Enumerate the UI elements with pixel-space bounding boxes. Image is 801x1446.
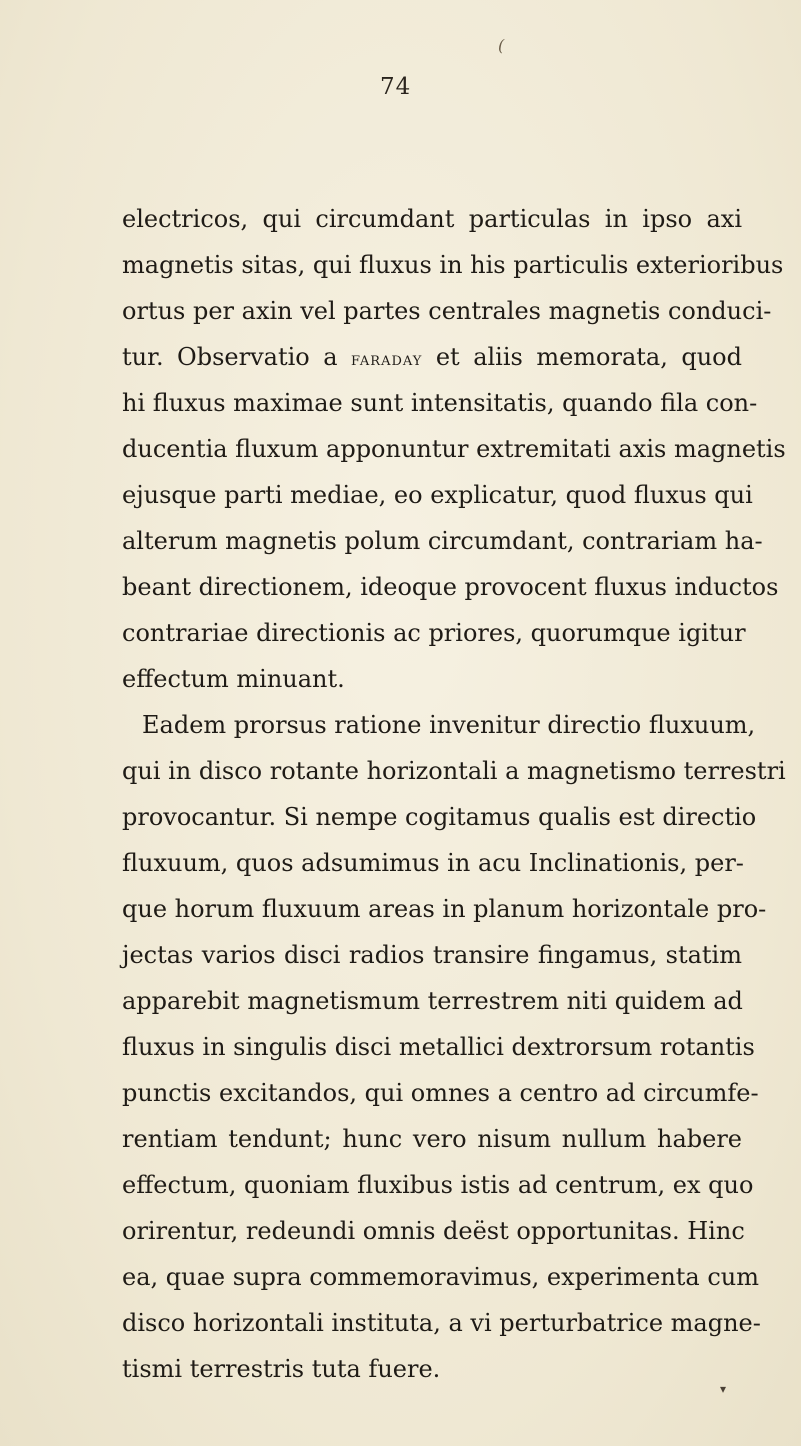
text-line: hi fluxus maximae sunt intensitatis, quando fila con- xyxy=(122,389,758,417)
text-line: ducentia fluxum apponuntur extremitati axis magnetis xyxy=(122,435,786,463)
text-line: ea, quae supra commemoravimus, experimenta cum xyxy=(122,1263,760,1291)
page-number: 74 xyxy=(380,74,412,100)
text-line: fluxuum, quos adsumimus in acu Inclinationis, per- xyxy=(122,849,744,877)
text-line: effectum, quoniam fluxibus istis ad centrum, ex quo xyxy=(122,1171,754,1199)
text-line: disco horizontali instituta, a vi perturbatrice magne- xyxy=(122,1309,761,1337)
text-line: orirentur, redeundi omnis deëst opportunitas. Hinc xyxy=(122,1217,745,1245)
text-line: contrariae directionis ac priores, quorumque igitur xyxy=(122,619,746,647)
paragraph-1 xyxy=(122,196,786,702)
text-line: qui in disco rotante horizontali a magnetismo terrestri xyxy=(122,757,786,785)
text-line: effectum minuant. xyxy=(122,665,345,693)
text-line: jectas varios disci radios transire fingamus, statim xyxy=(122,941,742,969)
text-segment: et aliis memorata, quod xyxy=(422,343,742,371)
text-line: ejusque parti mediae, eo explicatur, quod fluxus qui xyxy=(122,481,753,509)
text-line: fluxus in singulis disci metallici dextrorsum rotantis xyxy=(122,1033,755,1061)
text-line: rentiam tendunt; hunc vero nisum nullum habere xyxy=(122,1125,742,1153)
text-line xyxy=(122,334,742,380)
text-line: alterum magnetis polum circumdant, contrariam ha- xyxy=(122,527,763,555)
text-line: punctis excitandos, qui omnes a centro ad circumfe- xyxy=(122,1079,759,1107)
text-line: ortus per axin vel partes centrales magnetis conduci- xyxy=(122,297,772,325)
text-line: electricos, qui circumdant particulas in ipso axi xyxy=(122,205,742,233)
top-margin-mark: ( xyxy=(498,36,505,55)
text-line: Eadem prorsus ratione invenitur directio fluxuum, xyxy=(142,711,756,739)
paragraph-2 xyxy=(122,702,786,1392)
text-line: provocantur. Si nempe cogitamus qualis est directio xyxy=(122,803,757,831)
author-name-faraday: faraday xyxy=(351,349,423,370)
text-line: tismi terrestris tuta fuere. xyxy=(122,1355,441,1383)
text-line: beant directionem, ideoque provocent fluxus inductos xyxy=(122,573,779,601)
body-text xyxy=(122,196,786,1392)
text-segment: tur. Observatio a xyxy=(122,343,352,371)
text-line: apparebit magnetismum terrestrem niti quidem ad xyxy=(122,987,743,1015)
text-line: magnetis sitas, qui fluxus in his particulis exterioribus xyxy=(122,251,784,279)
text-line: que horum fluxuum areas in planum horizontale pro- xyxy=(122,895,767,923)
bottom-margin-mark: ▾ xyxy=(720,1382,727,1396)
